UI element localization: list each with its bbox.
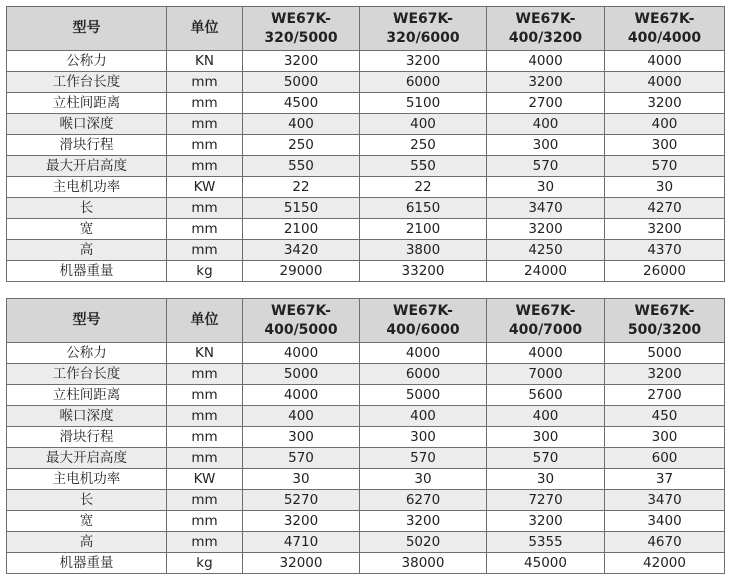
value-cell: 570 [360, 448, 487, 469]
value-cell: 5000 [605, 343, 725, 364]
value-cell: 22 [360, 177, 487, 198]
table-row [7, 93, 725, 114]
row-label: 宽 [7, 219, 167, 240]
value-cell: 5100 [360, 93, 487, 114]
row-label: 滑块行程 [7, 135, 167, 156]
table-row [7, 240, 725, 261]
row-label: 长 [7, 198, 167, 219]
value-cell: 30 [605, 177, 725, 198]
value-cell: 4000 [360, 343, 487, 364]
value-cell: 570 [243, 448, 360, 469]
value-cell: 4670 [605, 532, 725, 553]
value-cell: 7270 [487, 490, 605, 511]
value-cell: 250 [360, 135, 487, 156]
row-label: 高 [7, 240, 167, 261]
table-row [7, 51, 725, 72]
table-row [7, 490, 725, 511]
value-cell: 250 [243, 135, 360, 156]
value-cell: 6000 [360, 364, 487, 385]
value-cell: 3200 [605, 93, 725, 114]
row-label: 主电机功率 [7, 177, 167, 198]
header-model-name: WE67K-500/3200 [605, 299, 725, 343]
value-cell: 4000 [243, 385, 360, 406]
value-cell: 26000 [605, 261, 725, 282]
row-label: 喉口深度 [7, 114, 167, 135]
row-unit: mm [167, 532, 243, 553]
value-cell: 3470 [605, 490, 725, 511]
value-cell: 4370 [605, 240, 725, 261]
row-unit: mm [167, 406, 243, 427]
value-cell: 3200 [243, 51, 360, 72]
header-row [7, 299, 725, 343]
value-cell: 4000 [243, 343, 360, 364]
spec-table-2-body [7, 299, 725, 574]
value-cell: 3200 [605, 364, 725, 385]
value-cell: 4000 [487, 51, 605, 72]
row-label: 机器重量 [7, 553, 167, 574]
row-unit: mm [167, 135, 243, 156]
value-cell: 5355 [487, 532, 605, 553]
value-cell: 570 [487, 156, 605, 177]
table-row [7, 385, 725, 406]
table-row [7, 72, 725, 93]
spec-table-1 [6, 6, 725, 282]
value-cell: 4250 [487, 240, 605, 261]
value-cell: 5000 [243, 364, 360, 385]
table-row [7, 135, 725, 156]
table-row [7, 532, 725, 553]
value-cell: 300 [487, 427, 605, 448]
row-unit: mm [167, 385, 243, 406]
value-cell: 4000 [605, 51, 725, 72]
row-unit: mm [167, 490, 243, 511]
row-label: 高 [7, 532, 167, 553]
header-unit: 单位 [167, 7, 243, 51]
table-row [7, 198, 725, 219]
header-unit: 单位 [167, 299, 243, 343]
row-label: 喉口深度 [7, 406, 167, 427]
value-cell: 24000 [487, 261, 605, 282]
table-row [7, 219, 725, 240]
value-cell: 22 [243, 177, 360, 198]
row-label: 立柱间距离 [7, 385, 167, 406]
row-label: 机器重量 [7, 261, 167, 282]
row-unit: KN [167, 51, 243, 72]
header-model-name: WE67K-400/5000 [243, 299, 360, 343]
row-label: 公称力 [7, 343, 167, 364]
row-label: 工作台长度 [7, 72, 167, 93]
table-row [7, 364, 725, 385]
value-cell: 6270 [360, 490, 487, 511]
row-label: 立柱间距离 [7, 93, 167, 114]
value-cell: 4270 [605, 198, 725, 219]
value-cell: 42000 [605, 553, 725, 574]
row-unit: mm [167, 240, 243, 261]
value-cell: 300 [487, 135, 605, 156]
value-cell: 3400 [605, 511, 725, 532]
table-row [7, 343, 725, 364]
value-cell: 38000 [360, 553, 487, 574]
value-cell: 3470 [487, 198, 605, 219]
value-cell: 300 [243, 427, 360, 448]
spec-table-2 [6, 298, 725, 574]
value-cell: 7000 [487, 364, 605, 385]
row-unit: mm [167, 219, 243, 240]
table-row [7, 177, 725, 198]
row-unit: mm [167, 93, 243, 114]
value-cell: 5000 [360, 385, 487, 406]
header-row [7, 7, 725, 51]
table-row [7, 261, 725, 282]
value-cell: 400 [487, 114, 605, 135]
value-cell: 5600 [487, 385, 605, 406]
value-cell: 400 [243, 114, 360, 135]
row-unit: mm [167, 448, 243, 469]
value-cell: 33200 [360, 261, 487, 282]
value-cell: 3200 [487, 511, 605, 532]
value-cell: 6000 [360, 72, 487, 93]
row-unit: KN [167, 343, 243, 364]
value-cell: 400 [487, 406, 605, 427]
row-label: 主电机功率 [7, 469, 167, 490]
row-unit: kg [167, 553, 243, 574]
value-cell: 2100 [360, 219, 487, 240]
value-cell: 5150 [243, 198, 360, 219]
header-model-name: WE67K-320/6000 [360, 7, 487, 51]
table-row [7, 448, 725, 469]
row-label: 滑块行程 [7, 427, 167, 448]
value-cell: 400 [243, 406, 360, 427]
header-model-name: WE67K-400/7000 [487, 299, 605, 343]
row-label: 最大开启高度 [7, 448, 167, 469]
value-cell: 30 [487, 177, 605, 198]
value-cell: 32000 [243, 553, 360, 574]
value-cell: 550 [360, 156, 487, 177]
value-cell: 3200 [360, 511, 487, 532]
value-cell: 400 [360, 406, 487, 427]
value-cell: 300 [605, 427, 725, 448]
row-unit: mm [167, 156, 243, 177]
value-cell: 300 [605, 135, 725, 156]
value-cell: 6150 [360, 198, 487, 219]
row-label: 工作台长度 [7, 364, 167, 385]
value-cell: 3200 [605, 219, 725, 240]
value-cell: 5000 [243, 72, 360, 93]
value-cell: 570 [605, 156, 725, 177]
value-cell: 3420 [243, 240, 360, 261]
value-cell: 4500 [243, 93, 360, 114]
value-cell: 45000 [487, 553, 605, 574]
value-cell: 2700 [605, 385, 725, 406]
header-model-name: WE67K-400/3200 [487, 7, 605, 51]
row-unit: kg [167, 261, 243, 282]
row-label: 长 [7, 490, 167, 511]
row-unit: KW [167, 177, 243, 198]
row-label: 宽 [7, 511, 167, 532]
row-label: 最大开启高度 [7, 156, 167, 177]
header-model-name: WE67K-320/5000 [243, 7, 360, 51]
table-row [7, 511, 725, 532]
row-unit: mm [167, 427, 243, 448]
value-cell: 3800 [360, 240, 487, 261]
table-row [7, 427, 725, 448]
row-label: 公称力 [7, 51, 167, 72]
spec-table-1-body [7, 7, 725, 282]
value-cell: 400 [605, 114, 725, 135]
table-row [7, 553, 725, 574]
table-row [7, 406, 725, 427]
value-cell: 2700 [487, 93, 605, 114]
value-cell: 4710 [243, 532, 360, 553]
value-cell: 3200 [487, 219, 605, 240]
row-unit: mm [167, 114, 243, 135]
value-cell: 550 [243, 156, 360, 177]
header-model-name: WE67K-400/6000 [360, 299, 487, 343]
value-cell: 37 [605, 469, 725, 490]
header-model-name: WE67K-400/4000 [605, 7, 725, 51]
value-cell: 5020 [360, 532, 487, 553]
value-cell: 4000 [487, 343, 605, 364]
value-cell: 30 [487, 469, 605, 490]
row-unit: mm [167, 198, 243, 219]
value-cell: 30 [360, 469, 487, 490]
table-row [7, 114, 725, 135]
value-cell: 29000 [243, 261, 360, 282]
value-cell: 3200 [360, 51, 487, 72]
value-cell: 2100 [243, 219, 360, 240]
value-cell: 4000 [605, 72, 725, 93]
value-cell: 3200 [487, 72, 605, 93]
header-model: 型号 [7, 299, 167, 343]
table-row [7, 469, 725, 490]
value-cell: 600 [605, 448, 725, 469]
value-cell: 30 [243, 469, 360, 490]
row-unit: mm [167, 511, 243, 532]
value-cell: 450 [605, 406, 725, 427]
row-unit: mm [167, 72, 243, 93]
row-unit: KW [167, 469, 243, 490]
value-cell: 570 [487, 448, 605, 469]
value-cell: 3200 [243, 511, 360, 532]
value-cell: 400 [360, 114, 487, 135]
value-cell: 300 [360, 427, 487, 448]
table-row [7, 156, 725, 177]
header-model: 型号 [7, 7, 167, 51]
row-unit: mm [167, 364, 243, 385]
value-cell: 5270 [243, 490, 360, 511]
